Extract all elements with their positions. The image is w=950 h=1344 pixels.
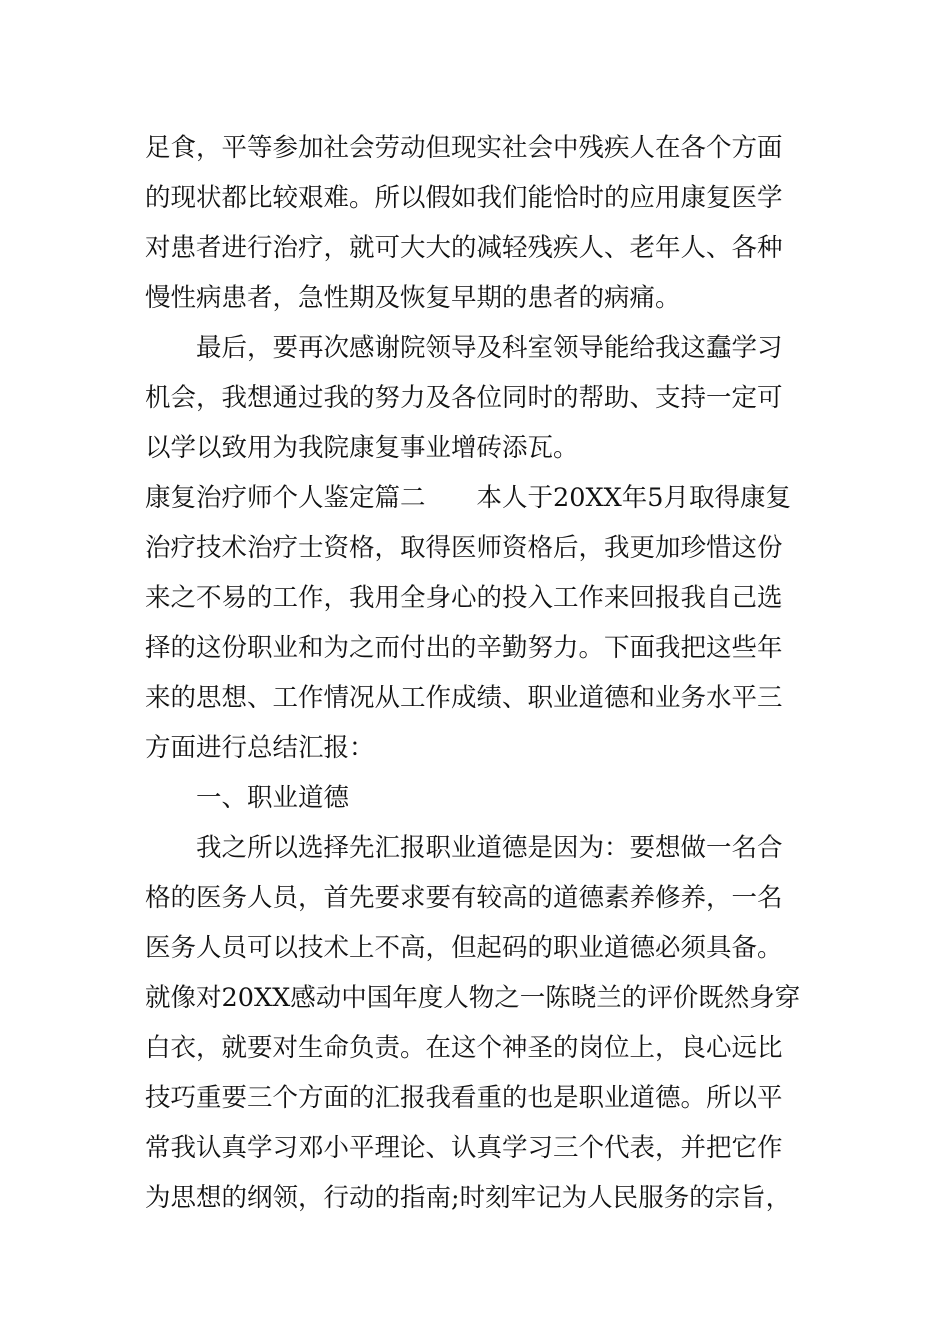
- subheading: 一、职业道德: [196, 783, 350, 813]
- text-line: 白衣，就要对生命负责。在这个神圣的岗位上，良心远比: [145, 1033, 783, 1063]
- text-line: 来之不易的工作，我用全身心的投入工作来回报我自己选: [145, 583, 783, 613]
- text-line: 医务人员可以技术上不高，但起码的职业道德必须具备。: [145, 933, 783, 963]
- text-line: 以学以致用为我院康复事业增砖添瓦。: [145, 433, 579, 463]
- text-line: 慢性病患者，急性期及恢复早期的患者的病痛。: [145, 283, 681, 313]
- text-line: 格的医务人员，首先要求要有较高的道德素养修养，一名: [145, 883, 783, 913]
- text-line: 治疗技术治疗士资格，取得医师资格后，我更加珍惜这份: [145, 533, 783, 563]
- section-title-line: 康复治疗师个人鉴定篇二 本人于20XX年5月取得康复: [145, 483, 791, 513]
- text-line: 择的这份职业和为之而付出的辛勤努力。下面我把这些年: [145, 633, 783, 663]
- text-line: 常我认真学习邓小平理论、认真学习三个代表，并把它作: [145, 1133, 783, 1163]
- text-line: 为思想的纲领，行动的指南;时刻牢记为人民服务的宗旨，: [145, 1183, 792, 1213]
- text-line: 就像对20XX感动中国年度人物之一陈晓兰的评价既然身穿: [145, 983, 801, 1013]
- text-line: 方面进行总结汇报：: [145, 733, 375, 763]
- text-line: 的现状都比较艰难。所以假如我们能恰时的应用康复医学: [145, 183, 783, 213]
- paragraph-first-line: 我之所以选择先汇报职业道德是因为：要想做一名合: [196, 833, 783, 863]
- text-line: 技巧重要三个方面的汇报我看重的也是职业道德。所以平: [145, 1083, 783, 1113]
- text-line: 对患者进行治疗，就可大大的减轻残疾人、老年人、各种: [145, 233, 783, 263]
- text-line: 机会，我想通过我的努力及各位同时的帮助、支持一定可: [145, 383, 783, 413]
- text-line: 来的思想、工作情况从工作成绩、职业道德和业务水平三: [145, 683, 783, 713]
- paragraph-first-line: 最后，要再次感谢院领导及科室领导能给我这蠢学习: [196, 333, 783, 363]
- text-line: 足食，平等参加社会劳动但现实社会中残疾人在各个方面: [145, 133, 783, 163]
